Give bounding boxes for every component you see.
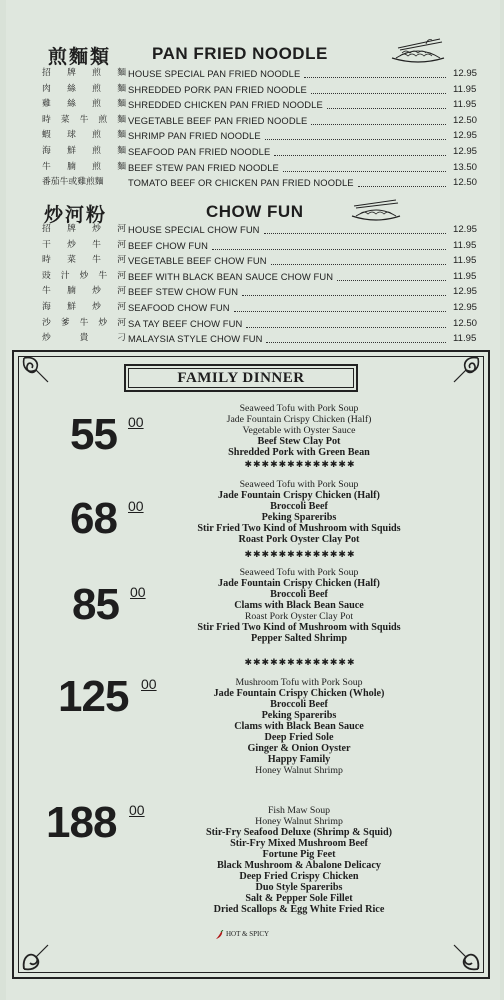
hot-spicy-legend: HOT & SPICY <box>226 930 270 938</box>
menu-page <box>6 0 500 1000</box>
menu-item-name-en: VEGETABLE BEEF PAN FRIED NOODLE <box>128 114 308 126</box>
dotted-leader <box>246 312 446 328</box>
cn-character: 炒 <box>92 286 101 297</box>
cn-character: 炒 <box>92 224 101 234</box>
dotted-leader <box>242 280 446 296</box>
cn-character: 麵 <box>117 68 126 78</box>
cn-character: 番茄牛或雞煎麵 <box>42 177 104 188</box>
package-dish: Broccoli Beef <box>270 589 328 600</box>
ornament-divider: ✱✱✱✱✱✱✱✱✱✱✱✱✱ <box>244 550 356 560</box>
menu-item-name-en: BEEF STEW PAN FRIED NOODLE <box>128 161 279 173</box>
dotted-leader <box>311 78 446 94</box>
cn-character: 煎 <box>92 161 101 172</box>
menu-item-name-cn <box>42 238 126 253</box>
menu-item-name-en: SHREDDED CHICKEN PAN FRIED NOODLE <box>128 99 323 111</box>
cn-character: 煎 <box>92 68 101 78</box>
menu-item-name-cn <box>42 331 126 346</box>
package-dish: Stir-Fry Mixed Mushroom Beef <box>230 838 368 849</box>
menu-item-name-cn <box>42 253 126 268</box>
menu-item-price: 11.95 <box>453 270 477 282</box>
package-dish: Deep Fried Sole <box>264 732 334 743</box>
cn-character: 牛 <box>92 239 101 250</box>
menu-item-name-cn <box>42 269 126 284</box>
package-dish: Jade Fountain Crispy Chicken (Half) <box>226 414 372 425</box>
menu-item-price: 13.50 <box>453 161 478 173</box>
chili-pepper-icon <box>214 930 224 940</box>
package-dish: Jade Fountain Crispy Chicken (Half) <box>218 490 380 501</box>
menu-item-name-en: TOMATO BEEF OR CHICKEN PAN FRIED NOODLE <box>128 177 354 189</box>
package-price: 68 <box>70 494 117 543</box>
cn-character: 炒 <box>79 270 89 281</box>
menu-item-price: 12.95 <box>453 146 478 157</box>
cn-character: 牌 <box>67 68 76 78</box>
cn-character: 蝦 <box>42 130 51 141</box>
menu-item-name-en: BEEF CHOW FUN <box>128 239 208 251</box>
menu-item-name-en: VEGETABLE BEEF CHOW FUN <box>128 255 267 267</box>
ornament-divider: ✱✱✱✱✱✱✱✱✱✱✱✱✱ <box>244 658 356 668</box>
package-price-cents: 00 <box>141 676 157 692</box>
cn-character: 麵 <box>117 146 126 156</box>
menu-item-name-cn <box>42 222 126 237</box>
dotted-leader <box>358 171 446 187</box>
menu-item-name-en: SHRIMP PAN FRIED NOODLE <box>128 130 261 142</box>
cn-character: 麵 <box>117 130 126 141</box>
menu-item-price: 12.95 <box>453 130 478 142</box>
dotted-leader <box>274 140 446 156</box>
ornament-divider: ✱✱✱✱✱✱✱✱✱✱✱✱✱ <box>244 460 356 470</box>
package-dish: Vegetable with Oyster Sauce <box>242 425 356 436</box>
package-dish: Fish Maw Soup <box>267 805 331 816</box>
cn-character: 干 <box>42 239 51 250</box>
dotted-leader <box>234 296 446 312</box>
package-price-cents: 00 <box>128 414 144 430</box>
menu-item-row <box>6 331 500 346</box>
menu-item-price: 11.95 <box>453 99 477 111</box>
menu-item-name-en: MALAYSIA STYLE CHOW FUN <box>128 333 263 345</box>
package-price: 85 <box>72 580 119 629</box>
package-dish: Mushroom Tofu with Pork Soup <box>235 677 363 688</box>
cn-character: 時 <box>42 114 51 125</box>
package-dish: Clams with Black Bean Sauce <box>234 721 364 732</box>
cn-character: 煎 <box>92 99 101 110</box>
menu-item-price: 12.50 <box>453 177 478 189</box>
cn-character: 河 <box>117 224 126 234</box>
cn-character: 河 <box>117 302 126 312</box>
package-dish: Black Mushroom & Abalone Delicacy <box>217 860 381 871</box>
cn-character: 腩 <box>67 161 76 172</box>
package-dish: Stir Fried Two Kind of Mushroom with Squids <box>197 622 401 633</box>
menu-item-price: 12.50 <box>453 317 478 329</box>
cn-character: 時 <box>42 255 51 266</box>
package-dish: Fortune Pig Feet <box>262 849 336 860</box>
menu-item-name-cn <box>42 66 126 81</box>
cn-character: 絲 <box>67 99 76 110</box>
cn-character: 鮮 <box>67 146 76 156</box>
cn-character: 鮮 <box>67 302 76 312</box>
menu-item-name-cn <box>42 300 126 315</box>
cn-character: 爹 <box>60 317 70 328</box>
menu-item-name-cn <box>42 144 126 159</box>
package-dish: Peking Spareribs <box>261 710 337 721</box>
menu-item-name-en: BEEF WITH BLACK BEAN SAUCE CHOW FUN <box>128 270 334 282</box>
package-dish: Broccoli Beef <box>270 699 328 710</box>
cn-character: 麵 <box>117 83 126 94</box>
cn-character: 麵 <box>117 99 126 110</box>
cn-character: 炒 <box>42 333 51 344</box>
cn-character: 炒 <box>67 239 76 250</box>
cn-character: 肉 <box>42 83 51 94</box>
fleur-ornament-icon <box>444 933 484 973</box>
package-dish: Roast Pork Oyster Clay Pot <box>244 611 354 622</box>
cn-character: 牛 <box>98 270 108 281</box>
cn-character: 貴 <box>79 333 89 344</box>
menu-item-name-cn <box>42 113 126 128</box>
cn-character: 牛 <box>79 114 89 125</box>
cn-character: 牛 <box>42 286 51 297</box>
menu-item-name-en: HOUSE SPECIAL PAN FRIED NOODLE <box>128 68 301 79</box>
package-dish: Stir Fried Two Kind of Mushroom with Squids <box>197 523 401 534</box>
cn-character: 牛 <box>79 317 89 328</box>
package-dish: Shredded Pork with Green Bean <box>228 447 370 458</box>
dotted-leader <box>311 109 446 125</box>
package-price-cents: 00 <box>130 584 146 600</box>
cn-character: 球 <box>67 130 76 141</box>
menu-item-price: 12.50 <box>453 114 478 126</box>
menu-item-name-en: HOUSE SPECIAL CHOW FUN <box>128 224 260 235</box>
cn-character: 牛 <box>42 161 51 172</box>
package-dish: Honey Walnut Shrimp <box>255 765 343 776</box>
menu-item-name-cn <box>42 128 126 143</box>
package-dish: Salt & Pepper Sole Fillet <box>245 893 353 904</box>
pan-fried-title-cn: 煎麵類 <box>48 46 112 68</box>
package-dish: Pepper Salted Shrimp <box>250 633 348 644</box>
menu-item-name-cn <box>42 284 126 299</box>
package-price: 188 <box>46 798 117 847</box>
menu-item-name-cn <box>42 97 126 112</box>
package-dish: Seaweed Tofu with Pork Soup <box>239 479 359 490</box>
menu-item-price: 12.95 <box>453 68 478 79</box>
package-dish: Jade Fountain Crispy Chicken (Whole) <box>213 688 385 699</box>
menu-item-name-en: SA TAY BEEF CHOW FUN <box>128 317 243 329</box>
package-dish: Jade Fountain Crispy Chicken (Half) <box>218 578 380 589</box>
package-dish: Dried Scallops & Egg White Fried Rice <box>213 904 385 915</box>
cn-character: 麵 <box>117 161 126 172</box>
menu-item-name-cn <box>42 160 126 175</box>
package-dish: Clams with Black Bean Sauce <box>234 600 364 611</box>
dotted-leader <box>337 265 446 281</box>
cn-character: 牛 <box>92 255 101 266</box>
menu-item-name-en: SHREDDED PORK PAN FRIED NOODLE <box>128 83 307 95</box>
cn-character: 河 <box>117 317 126 328</box>
cn-character: 煎 <box>98 114 108 125</box>
cn-character: 煎 <box>92 130 101 141</box>
cn-character: 雞 <box>42 99 51 110</box>
cn-character: 菜 <box>67 255 76 266</box>
package-dish: Broccoli Beef <box>270 501 328 512</box>
menu-item-price: 12.95 <box>453 224 478 235</box>
menu-item-price: 12.95 <box>453 286 478 298</box>
dotted-leader <box>283 156 446 172</box>
package-dish: Roast Pork Oyster Clay Pot <box>238 534 360 545</box>
package-dish: Duo Style Spareribs <box>255 882 343 893</box>
family-dinner-box <box>12 350 490 979</box>
cn-character: 河 <box>117 239 126 250</box>
cn-character: 招 <box>42 68 51 78</box>
cn-character: 刁 <box>117 333 126 344</box>
cn-character: 菜 <box>60 114 70 125</box>
package-dish: Beef Stew Clay Pot <box>257 436 341 447</box>
cn-character: 汁 <box>60 270 70 281</box>
menu-item-price: 11.95 <box>453 255 477 267</box>
cn-character: 炒 <box>98 317 108 328</box>
dotted-leader <box>327 93 446 109</box>
fleur-ornament-icon <box>18 933 58 973</box>
dotted-leader <box>264 218 446 234</box>
cn-character: 河 <box>117 255 126 266</box>
cn-character: 沙 <box>42 317 51 328</box>
cn-character: 海 <box>42 302 51 312</box>
fleur-ornament-icon <box>20 354 60 394</box>
dotted-leader <box>271 249 446 265</box>
package-dish: Seaweed Tofu with Pork Soup <box>239 403 359 414</box>
dotted-leader <box>265 124 446 140</box>
menu-item-name-cn <box>42 82 126 97</box>
cn-character: 河 <box>117 286 126 297</box>
package-dish: Stir-Fry Seafood Deluxe (Shrimp & Squid) <box>205 827 393 838</box>
cn-character: 海 <box>42 146 51 156</box>
menu-item-price: 11.95 <box>453 239 477 251</box>
package-price: 55 <box>70 410 117 459</box>
package-dish: Deep Fried Crispy Chicken <box>239 871 359 882</box>
menu-item-row <box>6 175 500 190</box>
package-dish: Honey Walnut Shrimp <box>255 816 343 827</box>
dotted-leader <box>266 327 446 343</box>
package-dish: Seaweed Tofu with Pork Soup <box>239 567 359 578</box>
menu-item-name-en: SEAFOOD PAN FRIED NOODLE <box>128 146 271 157</box>
menu-item-name-en: BEEF STEW CHOW FUN <box>128 286 239 298</box>
fleur-ornament-icon <box>442 354 482 394</box>
chow-fun-title-cn: 炒河粉 <box>44 204 108 226</box>
menu-item-price: 11.95 <box>453 83 477 95</box>
dotted-leader <box>212 234 446 250</box>
cn-character: 牌 <box>67 224 76 234</box>
menu-item-price: 11.95 <box>453 333 477 345</box>
package-price: 125 <box>58 672 129 721</box>
package-dish: Ginger & Onion Oyster <box>247 743 351 754</box>
cn-character: 豉 <box>42 270 51 281</box>
cn-character: 絲 <box>67 83 76 94</box>
cn-character: 腩 <box>67 286 76 297</box>
package-price-cents: 00 <box>128 498 144 514</box>
cn-character: 招 <box>42 224 51 234</box>
cn-character: 炒 <box>92 302 101 312</box>
family-dinner-title: FAMILY DINNER <box>124 364 358 392</box>
cn-character: 河 <box>117 270 126 281</box>
cn-character: 煎 <box>92 146 101 156</box>
menu-item-price: 12.95 <box>453 302 478 313</box>
menu-item-name-cn <box>42 175 126 190</box>
cn-character: 煎 <box>92 83 101 94</box>
chow-fun-title-en: CHOW FUN <box>206 202 304 221</box>
cn-character: 麵 <box>117 114 126 125</box>
pan-fried-title-en: PAN FRIED NOODLE <box>152 44 328 63</box>
package-price-cents: 00 <box>129 802 145 818</box>
package-dish: Peking Spareribs <box>261 512 337 523</box>
package-dish: Happy Family <box>267 754 331 765</box>
dotted-leader <box>304 62 446 78</box>
menu-item-name-cn <box>42 316 126 331</box>
menu-item-name-en: SEAFOOD CHOW FUN <box>128 302 230 313</box>
